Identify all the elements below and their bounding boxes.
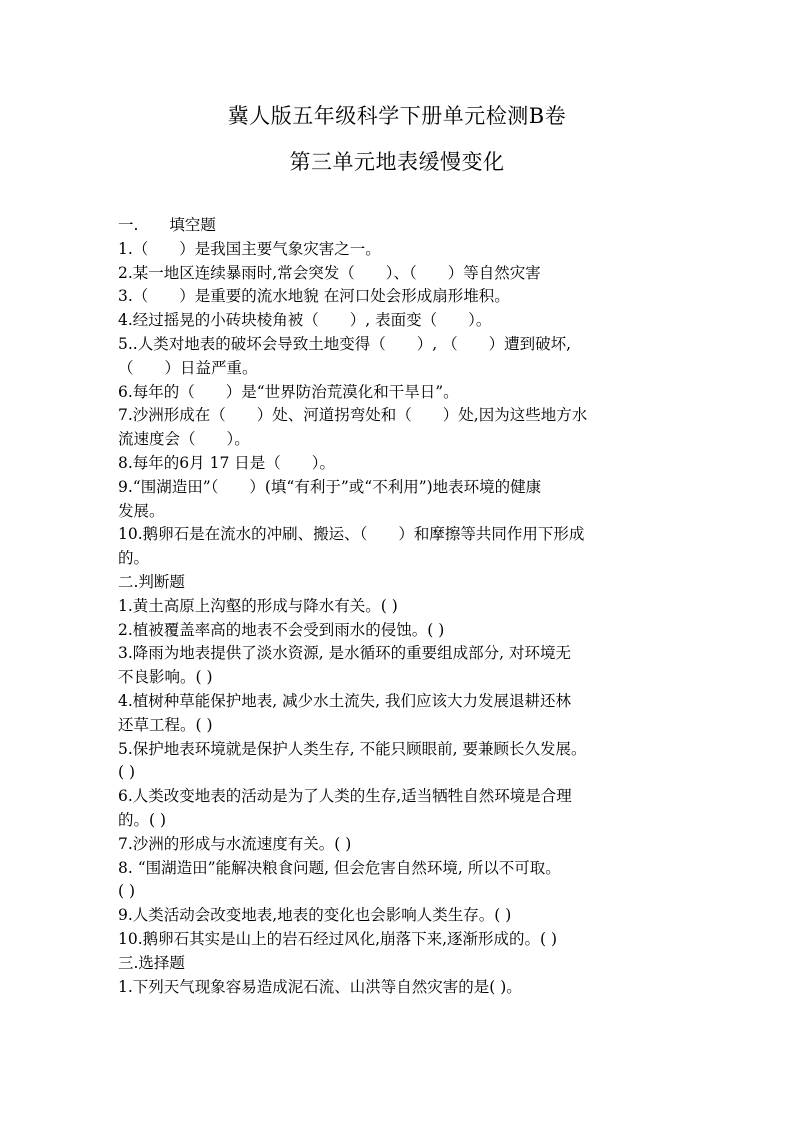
text-line: 4.经过摇晃的小砖块棱角被（ ）, 表面变（ ）。 bbox=[118, 311, 492, 330]
text-line: 的。( ) bbox=[118, 810, 167, 829]
text-line: ( ) bbox=[118, 882, 136, 901]
text-line: 10.鹅卵石是在流水的冲刷、搬运、（ ）和摩擦等共同作用下形成 bbox=[118, 525, 585, 544]
text-line: 3.（ ）是重要的流水地貌 在河口处会形成扇形堆积。 bbox=[118, 287, 510, 306]
text-line: 8. “围湖造田”能解决粮食问题, 但会危害自然环境, 所以不可取。 bbox=[118, 858, 561, 877]
text-line: 不良影响。( ) bbox=[118, 668, 213, 687]
text-line: 5.保护地表环境就是保护人类生存, 不能只顾眼前, 要兼顾长久发展。 bbox=[118, 739, 587, 758]
text-line: 9.“围湖造田”（ ）(填“有利于”或“不利用”)地表环境的健康 bbox=[118, 477, 542, 496]
document-title: 冀人版五年级科学下册单元检测B卷 bbox=[227, 104, 567, 128]
text-line: 9.人类活动会改变地表,地表的变化也会影响人类生存。( ) bbox=[118, 906, 512, 925]
text-line: 3.降雨为地表提供了淡水资源, 是水循环的重要组成部分, 对环境无 bbox=[118, 644, 571, 663]
text-line: 还草工程。( ) bbox=[118, 715, 213, 734]
text-line: 7.沙洲形成在（ ）处、河道拐弯处和（ ）处,因为这些地方水 bbox=[118, 406, 588, 425]
text-line: 8.每年的6月 17 日是（ ）。 bbox=[118, 453, 335, 472]
text-line: 1.黄土高原上沟壑的形成与降水有关。( ) bbox=[118, 596, 398, 615]
text-line: 一. 填空题 bbox=[118, 216, 216, 234]
text-line: 7.沙洲的形成与水流速度有关。( ) bbox=[118, 834, 352, 853]
text-line: 的。 bbox=[118, 549, 150, 568]
text-line: 2.植被覆盖率高的地表不会受到雨水的侵蚀。( ) bbox=[118, 620, 445, 639]
document-subtitle: 第三单元地表缓慢变化 bbox=[289, 150, 505, 174]
text-line: ( ) bbox=[118, 763, 136, 782]
text-line: 2.某一地区连续暴雨时,常会突发（ ）、（ ）等自然灾害 bbox=[118, 263, 541, 282]
text-line: 5..人类对地表的破坏会导致土地变得（ ）, （ ）遭到破坏, bbox=[118, 334, 571, 353]
text-line: 1.下列天气现象容易造成泥石流、山洪等自然灾害的是( )。 bbox=[118, 977, 522, 996]
text-line: 6.每年的（ ）是“世界防治荒漠化和干旱日”。 bbox=[118, 382, 459, 401]
text-line: 流速度会（ ）。 bbox=[118, 430, 250, 449]
text-line: 10.鹅卵石其实是山上的岩石经过风化,崩落下来,逐渐形成的。( ) bbox=[118, 929, 558, 948]
text-line: （ ）日益严重。 bbox=[118, 358, 258, 377]
text-line: 4.植树种草能保护地表, 减少水土流失, 我们应该大力发展退耕还林 bbox=[118, 691, 571, 710]
text-line: 6.人类改变地表的活动是为了人类的生存,适当牺牲自然环境是合理 bbox=[118, 787, 572, 806]
text-line: 发展。 bbox=[118, 501, 165, 520]
document-body bbox=[118, 214, 684, 999]
text-line: 三.选择题 bbox=[118, 953, 185, 972]
text-line: 1.（ ）是我国主要气象灾害之一。 bbox=[118, 239, 381, 258]
text-line: 二.判断题 bbox=[118, 572, 185, 591]
